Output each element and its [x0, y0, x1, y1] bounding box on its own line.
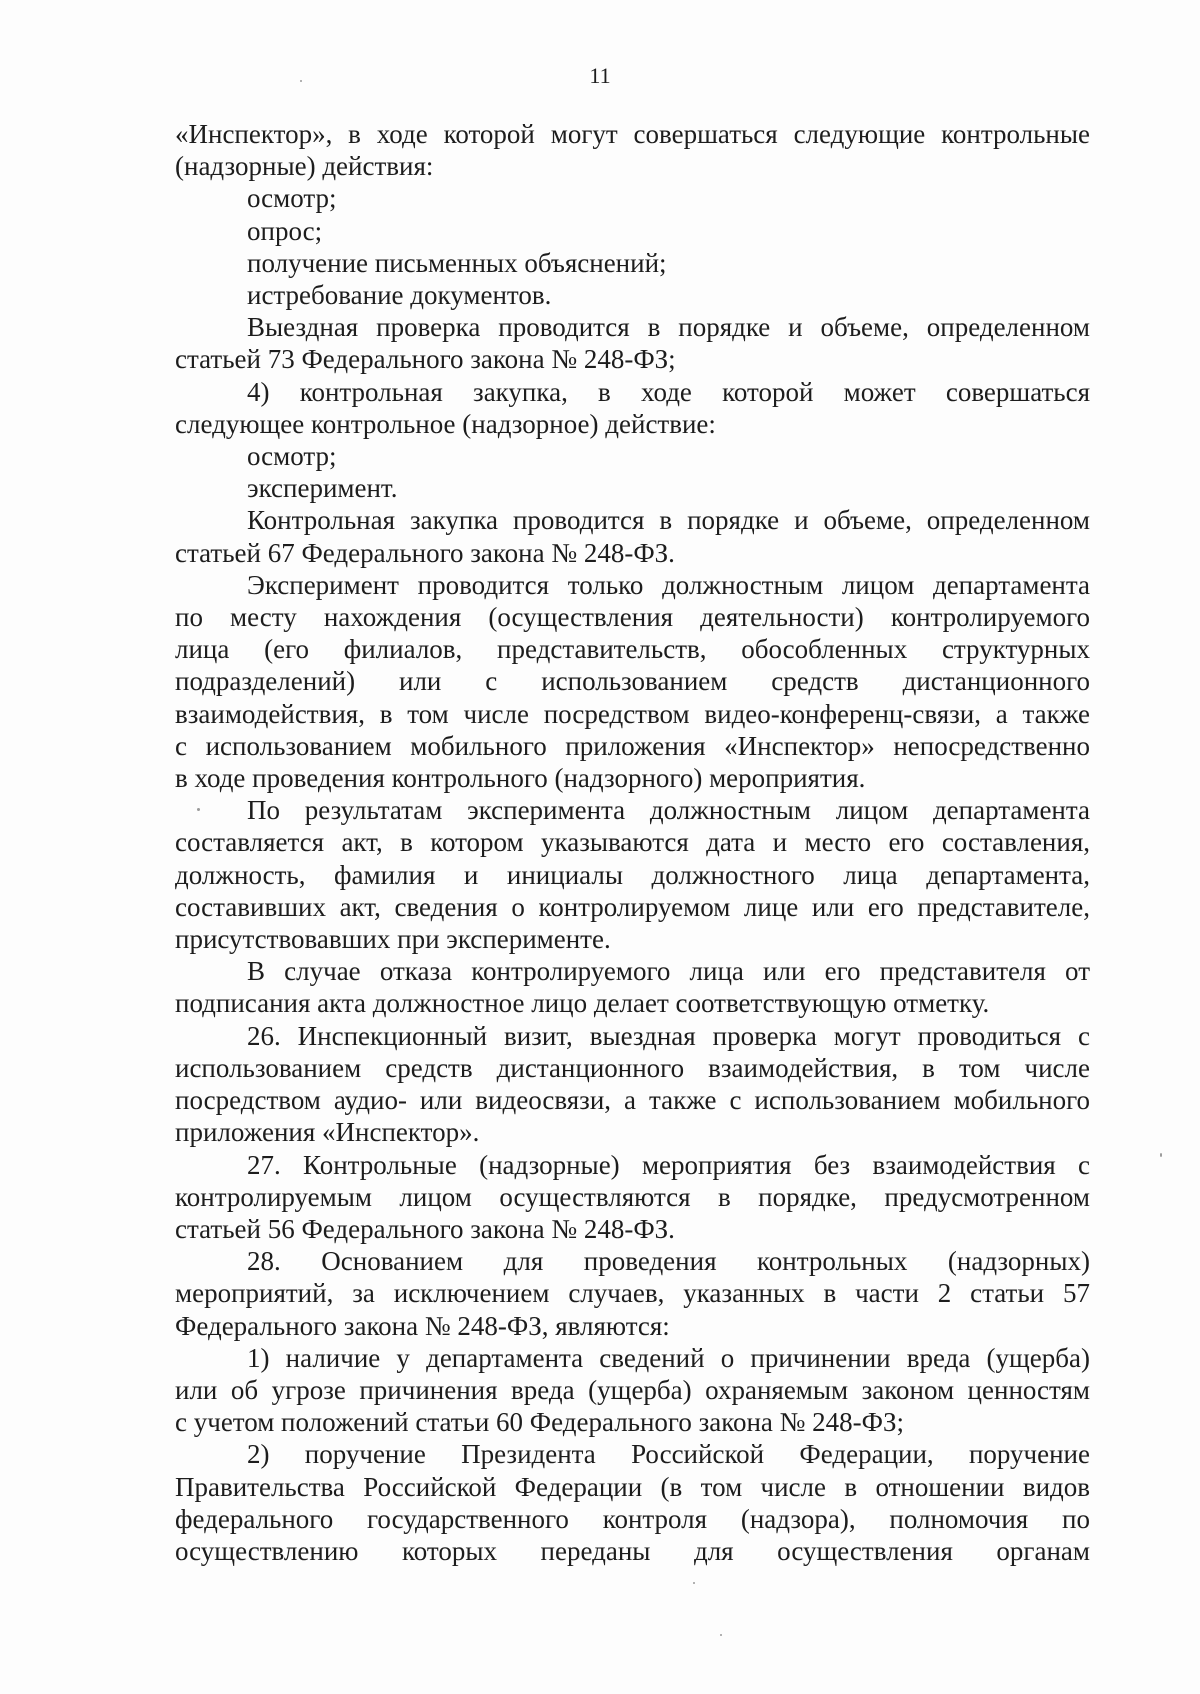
text-line: 2) поручение Президента Российской Федерации, поручение: [247, 1439, 1090, 1470]
paragraph: [175, 569, 1090, 794]
text-line: приложения «Инспектор».: [175, 1117, 480, 1148]
text-line: Контрольная закупка проводится в порядке и объеме, определенном: [247, 505, 1090, 536]
text-line: федерального государственного контроля (надзора), полномочия по: [175, 1503, 1090, 1534]
text-line: составивших акт, сведения о контролируемом лице или его представителе,: [175, 891, 1090, 922]
text-line: Выездная проверка проводится в порядке и объеме, определенном: [247, 312, 1090, 343]
text-line: По результатам эксперимента должностным лицом департамента: [247, 795, 1090, 826]
page-number: 11: [589, 63, 611, 88]
paragraph: [175, 118, 1090, 182]
text-line: Правительства Российской Федерации (в том числе в отношении видов: [175, 1471, 1090, 1502]
paragraph: [175, 955, 1090, 1019]
text-line: В случае отказа контролируемого лица или его представителя от: [247, 956, 1090, 987]
list-item: эксперимент.: [247, 473, 398, 504]
text-line: 27. Контрольные (надзорные) мероприятия без взаимодействия с: [247, 1149, 1090, 1180]
text-line: статьей 73 Федерального закона № 248-ФЗ;: [175, 344, 676, 375]
text-line: составляется акт, в котором указываются дата и место его составления,: [175, 827, 1090, 858]
paragraph: [175, 311, 1090, 375]
text-line: «Инспектор», в ходе которой могут совершаться следующие контрольные: [175, 119, 1090, 149]
text-line: подписания акта должностное лицо делает соответствующую отметку.: [175, 988, 990, 1019]
document-body: [175, 118, 1090, 1567]
scan-speck: [720, 1634, 722, 1636]
text-line: (надзорные) действия:: [175, 151, 434, 182]
list-item: осмотр;: [247, 183, 337, 214]
text-line: 1) наличие у департамента сведений о причинении вреда (ущерба): [247, 1342, 1090, 1373]
text-line: с использованием мобильного приложения «Инспектор» непосредственно: [175, 730, 1090, 761]
paragraph: [175, 794, 1090, 955]
text-line: присутствовавших при эксперименте.: [175, 924, 611, 955]
paragraph: [175, 504, 1090, 568]
list-item: осмотр;: [247, 441, 337, 472]
list-item: опрос;: [247, 215, 323, 246]
text-line: контролируемым лицом осуществляются в порядке, предусмотренном: [175, 1181, 1090, 1212]
scan-speck: [300, 80, 302, 82]
text-line: по месту нахождения (осуществления деятельности) контролируемого: [175, 602, 1090, 633]
text-line: посредством аудио- или видеосвязи, а также с использованием мобильного: [175, 1085, 1090, 1116]
text-line: осуществлению которых переданы для осуществления органам: [175, 1535, 1090, 1566]
text-line: Федерального закона № 248-ФЗ, являются:: [175, 1310, 670, 1341]
text-line: Эксперимент проводится только должностным лицом департамента: [247, 569, 1090, 600]
text-line: или об угрозе причинения вреда (ущерба) охраняемым законом ценностям: [175, 1374, 1090, 1405]
text-line: подразделений) или с использованием средств дистанционного: [175, 666, 1090, 697]
text-line: лица (его филиалов, представительств, обособленных структурных: [175, 634, 1090, 665]
text-line: в ходе проведения контрольного (надзорного) мероприятия.: [175, 763, 866, 794]
scan-speck: [693, 1582, 695, 1584]
list-item: получение письменных объяснений;: [247, 247, 667, 278]
paragraph: [175, 1342, 1090, 1439]
text-line: использованием средств дистанционного взаимодействия, в том числе: [175, 1052, 1090, 1083]
scan-speck: [1160, 1153, 1162, 1157]
text-line: 28. Основанием для проведения контрольных (надзорных): [247, 1246, 1090, 1277]
text-line: взаимодействия, в том числе посредством видео-конференц-связи, а также: [175, 698, 1090, 729]
paragraph: [175, 1149, 1090, 1246]
scan-speck: [197, 808, 200, 811]
text-line: статьей 67 Федерального закона № 248-ФЗ.: [175, 537, 675, 568]
text-line: мероприятий, за исключением случаев, указанных в части 2 статьи 57: [175, 1278, 1090, 1309]
paragraph: [175, 1438, 1090, 1567]
text-line: 26. Инспекционный визит, выездная проверка могут проводиться с: [247, 1020, 1090, 1051]
paragraph: [175, 1245, 1090, 1342]
text-line: 4) контрольная закупка, в ходе которой может совершаться: [247, 376, 1090, 407]
paragraph: [175, 376, 1090, 440]
text-line: статьей 56 Федерального закона № 248-ФЗ.: [175, 1213, 675, 1244]
list-item: истребование документов.: [247, 280, 552, 311]
text-line: должность, фамилия и инициалы должностного лица департамента,: [175, 859, 1090, 890]
paragraph: [175, 1020, 1090, 1149]
text-line: с учетом положений статьи 60 Федерального закона № 248-ФЗ;: [175, 1407, 905, 1438]
text-line: следующее контрольное (надзорное) действие:: [175, 408, 716, 439]
